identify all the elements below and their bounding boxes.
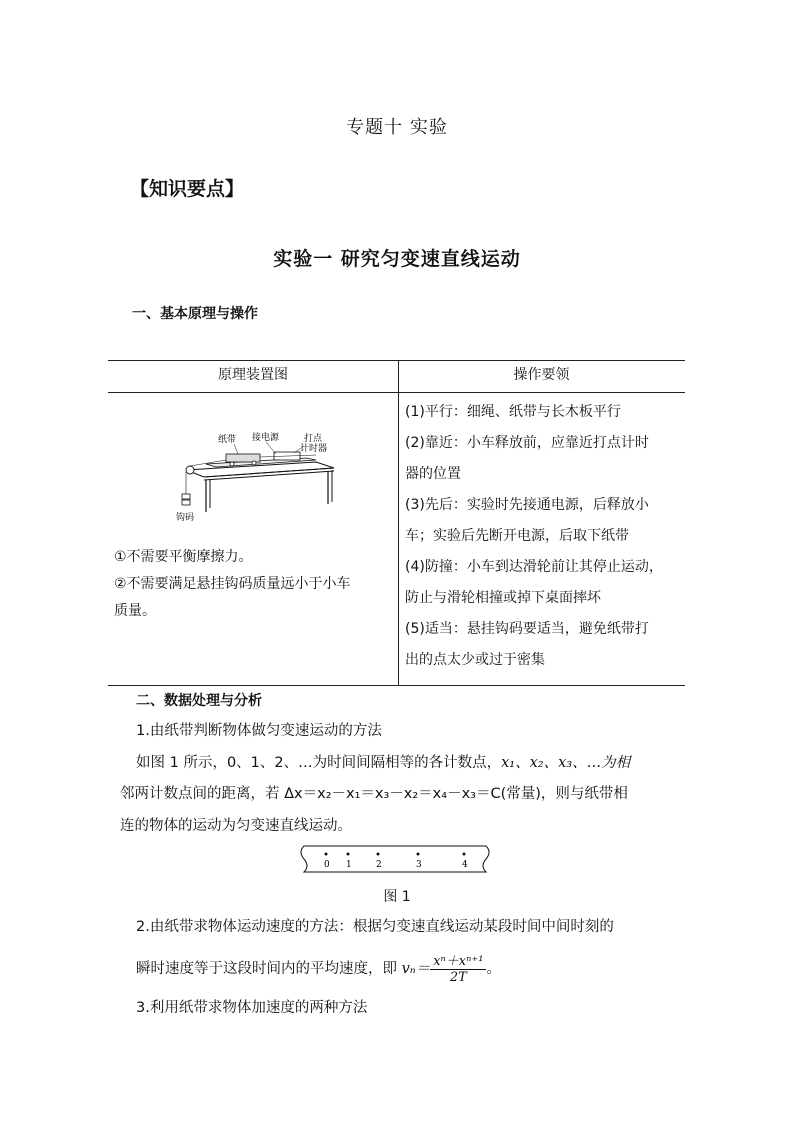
part1-heading: 一、基本原理与操作 — [132, 306, 258, 322]
tape-tick: 4 — [462, 860, 468, 870]
left-note-line: ②不需要满足悬挂钩码质量远小于小车 — [114, 576, 351, 592]
page-title: 专题十 实验 — [346, 117, 448, 138]
principle-table — [108, 360, 685, 686]
velocity-fraction — [430, 950, 486, 985]
experiment-title: 实验一 研究匀变速直线运动 — [273, 248, 521, 270]
item1: 1.由纸带判断物体做匀变速运动的方法 — [136, 723, 382, 739]
item2-text-b: 瞬时速度等于这段时间内的平均速度，即 — [136, 961, 402, 977]
part2-heading: 二、数据处理与分析 — [136, 693, 262, 709]
formula-lhs: vₙ＝ — [401, 961, 431, 977]
table-header-left: 原理装置图 — [218, 367, 288, 383]
operation-line: (1)平行：细绳、纸带与长木板平行 — [405, 404, 621, 420]
part2-block — [120, 690, 686, 842]
label-power: 接电源 — [252, 433, 280, 443]
label-weight: 钩码 — [176, 513, 195, 523]
operation-line: 出的点太少或过于密集 — [405, 652, 545, 668]
operation-list — [405, 397, 683, 676]
table-header-right: 操作要领 — [513, 367, 570, 383]
tape-tick: 2 — [376, 860, 382, 870]
label-tape: 纸带 — [218, 435, 237, 445]
fraction-denominator: 2T — [449, 970, 467, 985]
label-timer-1: 打点 — [304, 434, 323, 444]
tape-tick: 1 — [346, 860, 352, 870]
tape-tick: 0 — [324, 860, 330, 870]
item2-line2 — [136, 950, 501, 985]
left-note-line: ①不需要平衡摩擦力。 — [114, 549, 253, 565]
fraction-numerator: xⁿ＋xⁿ⁺¹ — [430, 950, 486, 970]
item2-line1: 2.由纸带求物体运动速度的方法：根据匀变速直线运动某段时间中间时刻的 — [136, 919, 614, 935]
operation-line: (5)适当：悬挂钩码要适当，避免纸带打 — [405, 621, 649, 637]
formula-end: 。 — [486, 961, 501, 977]
section-heading: 【知识要点】 — [130, 178, 245, 200]
figure-caption: 图 1 — [383, 889, 411, 905]
operation-line: (3)先后：实验时先接通电源，后释放小 — [405, 497, 649, 513]
para1-line1 — [136, 748, 686, 780]
para1-line3: 连的物体的运动为匀变速直线运动。 — [120, 817, 352, 834]
para1-line2: 邻两计数点间的距离，若 Δx＝x₂－x₁＝x₃－x₂＝x₄－x₃＝C(常量)，则与纸带相 — [120, 786, 628, 802]
apparatus-diagram — [166, 432, 346, 542]
tape-tick: 3 — [416, 860, 422, 870]
left-note-line: 质量。 — [114, 603, 156, 619]
item2-block — [136, 912, 696, 944]
para1-text-a: 如图 1 所示，0、1、2、…为时间间隔相等的各计数点， — [136, 754, 502, 771]
para1-vars: x₁、x₂、x₃、…为相 — [501, 754, 631, 771]
item3: 3.利用纸带求物体加速度的两种方法 — [136, 1000, 368, 1016]
paper-tape-figure — [298, 843, 494, 875]
operation-line: 车；实验后先断开电源，后取下纸带 — [405, 528, 629, 544]
label-timer-2: 计时器 — [300, 444, 328, 454]
operation-line: (4)防撞：小车到达滑轮前让其停止运动， — [405, 559, 663, 575]
operation-line: (2)靠近：小车释放前，应靠近打点计时 — [405, 435, 649, 451]
operation-line: 防止与滑轮相撞或掉下桌面摔坏 — [405, 590, 601, 606]
operation-line: 器的位置 — [405, 466, 461, 482]
left-notes — [114, 544, 398, 625]
